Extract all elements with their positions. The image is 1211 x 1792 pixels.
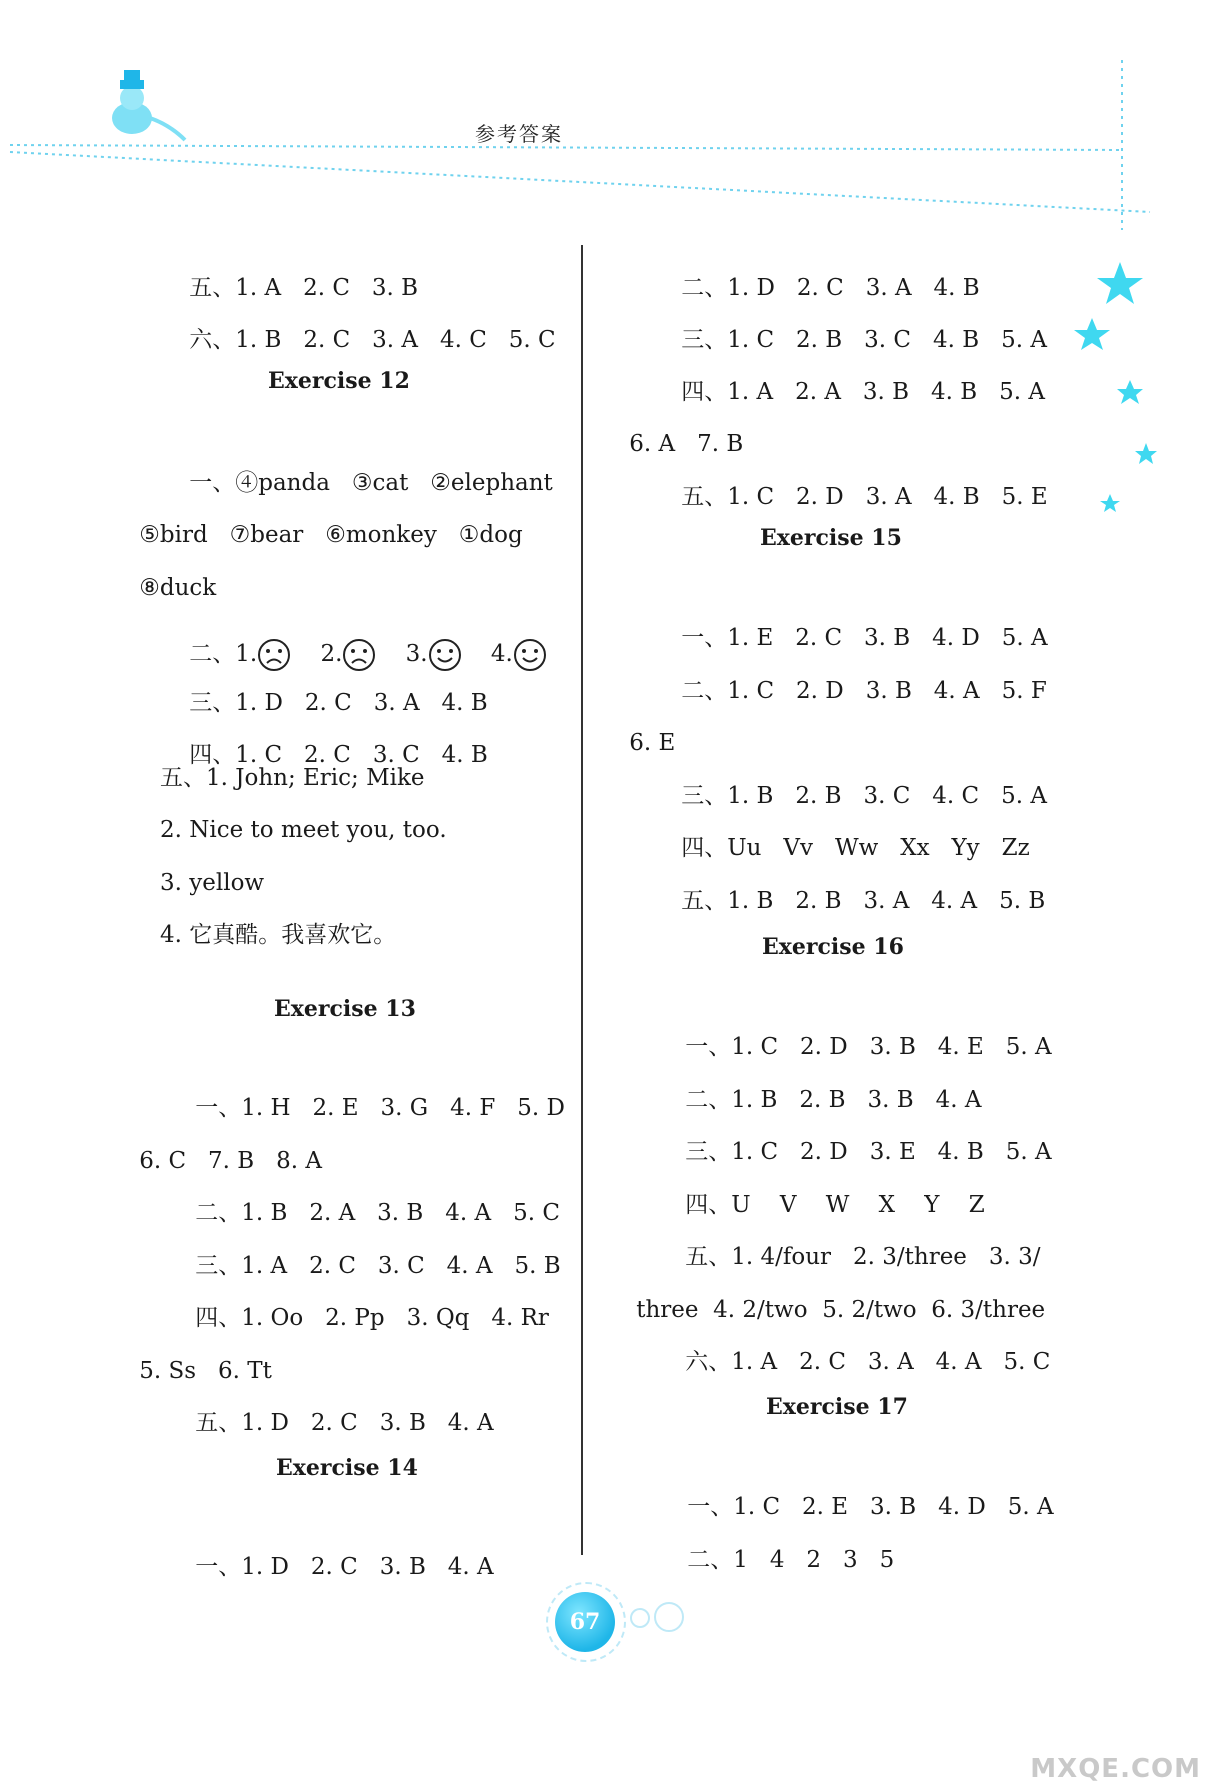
exercise-heading: Exercise 12: [268, 368, 410, 394]
answer-line: 四、U V W X Y Z: [685, 1192, 985, 1218]
exercise-heading: Exercise 15: [760, 525, 902, 551]
answer-line: 一、1. E 2. C 3. B 4. D 5. A: [681, 625, 1048, 651]
exercise-heading: Exercise 17: [766, 1394, 908, 1420]
answer-line: 一、1. C 2. E 3. B 4. D 5. A: [687, 1494, 1054, 1520]
answer-line: 三、1. C 2. D 3. E 4. B 5. A: [685, 1139, 1052, 1165]
answer-line: 二、1. C 2. D 3. B 4. A 5. F: [681, 678, 1047, 704]
answer-line: 五、1. D 2. C 3. B 4. A: [195, 1410, 494, 1436]
answer-line: 二、1 4 2 3 5: [687, 1547, 895, 1573]
answer-line: 一、1. H 2. E 3. G 4. F 5. D: [195, 1095, 565, 1121]
answer-line: 四、1. Oo 2. Pp 3. Qq 4. Rr: [195, 1305, 549, 1331]
answer-line: 五、1. 4/four 2. 3/three 3. 3/: [685, 1244, 1041, 1270]
answer-line: 4. 它真酷。我喜欢它。: [160, 922, 397, 948]
answer-line: 四、Uu Vv Ww Xx Yy Zz: [681, 835, 1030, 861]
answer-line: 二、1. D 2. C 3. A 4. B: [681, 275, 980, 301]
answer-line: 三、1. C 2. B 3. C 4. B 5. A: [681, 327, 1047, 353]
column-divider: [581, 245, 583, 1555]
answer-line: 3. yellow: [160, 870, 265, 896]
watermark: MXQE.COM: [1030, 1754, 1201, 1784]
answer-line: 一、④panda ③cat ②elephant: [189, 470, 553, 496]
answer-line: 五、1. John; Eric; Mike: [160, 765, 425, 791]
answer-line: 五、1. A 2. C 3. B: [189, 275, 419, 301]
page-number: 67: [555, 1592, 615, 1652]
answer-line: ⑧duck: [139, 575, 217, 601]
decor-circle: [654, 1602, 684, 1632]
answer-line: three 4. 2/two 5. 2/two 6. 3/three: [636, 1297, 1046, 1323]
smiley-answer-line: 二、1. 2. 3. 4.: [160, 600, 547, 708]
exercise-heading: Exercise 13: [274, 996, 416, 1022]
star-icon: [1100, 494, 1120, 512]
star-icon: [1097, 262, 1143, 304]
answer-line: 五、1. C 2. D 3. A 4. B 5. E: [681, 484, 1048, 510]
answer-line: 四、1. C 2. C 3. C 4. B: [189, 742, 488, 768]
answer-line: 四、1. A 2. A 3. B 4. B 5. A: [681, 379, 1045, 405]
happy-face-icon: [513, 638, 547, 672]
answer-line: 2. Nice to meet you, too.: [160, 817, 447, 843]
decor-circle: [630, 1608, 650, 1628]
answer-line: ⑤bird ⑦bear ⑥monkey ①dog: [139, 522, 523, 548]
answer-line: 六、1. B 2. C 3. A 4. C 5. C: [189, 327, 556, 353]
answer-line: 6. A 7. B: [629, 431, 744, 457]
answer-line: 三、1. D 2. C 3. A 4. B: [189, 690, 488, 716]
answer-line: 三、1. B 2. B 3. C 4. C 5. A: [681, 783, 1047, 809]
answer-line: 6. C 7. B 8. A: [139, 1148, 323, 1174]
answer-line: 三、1. A 2. C 3. C 4. A 5. B: [195, 1253, 561, 1279]
exercise-heading: Exercise 14: [276, 1455, 418, 1481]
answer-line: 5. Ss 6. Tt: [139, 1358, 272, 1384]
star-icon: [1135, 443, 1157, 464]
answer-line: 二、1. B 2. A 3. B 4. A 5. C: [195, 1200, 560, 1226]
star-icon: [1074, 318, 1110, 350]
star-icon: [1117, 380, 1143, 404]
answer-line: 五、1. B 2. B 3. A 4. A 5. B: [681, 888, 1046, 914]
answer-line: 一、1. D 2. C 3. B 4. A: [195, 1554, 494, 1580]
answer-line: 六、1. A 2. C 3. A 4. A 5. C: [685, 1349, 1051, 1375]
header-title: 参考答案: [475, 122, 563, 146]
answer-line: 二、1. B 2. B 3. B 4. A: [685, 1087, 982, 1113]
answer-line: 6. E: [629, 730, 676, 756]
answer-line: 一、1. C 2. D 3. B 4. E 5. A: [685, 1034, 1052, 1060]
exercise-heading: Exercise 16: [762, 934, 904, 960]
